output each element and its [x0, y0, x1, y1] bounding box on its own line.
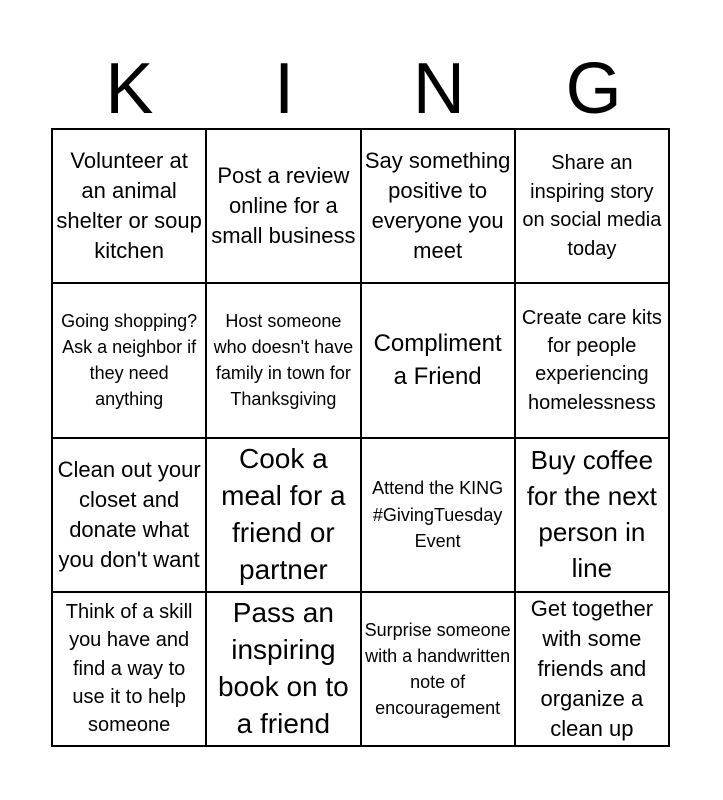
bingo-cell[interactable]: Pass an inspiring book on to a friend	[207, 593, 361, 747]
title-letter-n: N	[412, 49, 465, 129]
bingo-cell[interactable]: Think of a skill you have and find a way to use it to help someone	[53, 593, 207, 747]
bingo-cell[interactable]: Post a review online for a small business	[207, 130, 361, 284]
bingo-cell[interactable]: Host someone who doesn't have family in town for Thanksgiving	[207, 284, 361, 438]
bingo-cell[interactable]: Buy coffee for the next person in line	[516, 439, 670, 593]
bingo-cell-free[interactable]: Attend the KING #GivingTuesday Event	[362, 439, 516, 593]
bingo-cell[interactable]: Create care kits for people experiencing homelessness	[516, 284, 670, 438]
bingo-cell[interactable]: Surprise someone with a handwritten note of encouragement	[362, 593, 516, 747]
bingo-title	[52, 50, 671, 128]
bingo-grid	[51, 128, 670, 747]
bingo-cell[interactable]: Clean out your closet and donate what you don't want	[53, 439, 207, 593]
title-letter-k: K	[105, 49, 154, 129]
title-letter-i: I	[274, 49, 295, 129]
bingo-cell[interactable]: Say something positive to everyone you meet	[362, 130, 516, 284]
bingo-cell[interactable]: Volunteer at an animal shelter or soup kitchen	[53, 130, 207, 284]
bingo-cell[interactable]: Cook a meal for a friend or partner	[207, 439, 361, 593]
title-letter-g: G	[565, 49, 622, 129]
bingo-cell[interactable]: Share an inspiring story on social media today	[516, 130, 670, 284]
bingo-cell[interactable]: Going shopping? Ask a neighbor if they need anything	[53, 284, 207, 438]
bingo-cell[interactable]: Compliment a Friend	[362, 284, 516, 438]
bingo-cell[interactable]: Get together with some friends and organize a clean up	[516, 593, 670, 747]
